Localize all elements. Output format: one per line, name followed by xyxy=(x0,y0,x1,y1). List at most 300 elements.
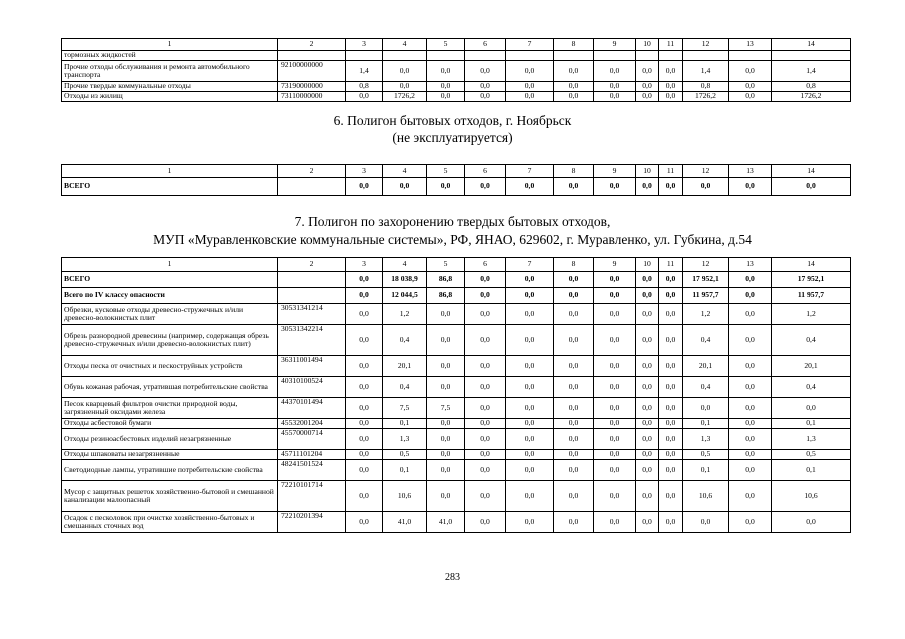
value-cell: 0,0 xyxy=(729,61,772,82)
value-cell: 0,0 xyxy=(659,481,683,512)
value-cell: 0,0 xyxy=(465,304,506,325)
value-cell: 1726,2 xyxy=(772,92,851,102)
value-cell: 1,4 xyxy=(346,61,383,82)
value-cell: 0,0 xyxy=(636,481,659,512)
value-cell: 0,0 xyxy=(506,460,554,481)
total-value: 17 952,1 xyxy=(772,272,851,288)
value-cell: 0,0 xyxy=(594,356,636,377)
value-cell: 0,0 xyxy=(506,450,554,460)
column-number: 12 xyxy=(683,165,729,178)
waste-name: Обрезки, кусковые отходы древесно-стружечных и/или древесно-волокнистых плит xyxy=(62,304,278,325)
column-number: 5 xyxy=(427,258,465,272)
column-number: 5 xyxy=(427,39,465,51)
value-cell: 0,0 xyxy=(554,356,594,377)
value-cell: 0,0 xyxy=(465,377,506,398)
column-number: 6 xyxy=(465,258,506,272)
value-cell: 0,0 xyxy=(427,377,465,398)
value-cell: 0,1 xyxy=(683,419,729,429)
total-value: 0,0 xyxy=(554,272,594,288)
waste-code: 45570000714 xyxy=(278,429,346,450)
value-cell: 0,0 xyxy=(427,61,465,82)
waste-name: Отходы шпаковаты незагрязненные xyxy=(62,450,278,460)
column-number: 12 xyxy=(683,39,729,51)
value-cell: 0,0 xyxy=(506,61,554,82)
value-cell: 0,0 xyxy=(636,325,659,356)
total-row xyxy=(62,288,851,304)
column-number: 9 xyxy=(594,165,636,178)
value-cell: 0,0 xyxy=(346,398,383,419)
value-cell: 0,0 xyxy=(346,512,383,533)
value-cell: 20,1 xyxy=(683,356,729,377)
value-cell: 0,0 xyxy=(729,512,772,533)
value-cell: 0,0 xyxy=(427,325,465,356)
column-number: 11 xyxy=(659,39,683,51)
total-value: 0,0 xyxy=(659,178,683,196)
value-cell: 1,2 xyxy=(383,304,427,325)
value-cell: 0,0 xyxy=(506,82,554,92)
empty-code xyxy=(278,272,346,288)
value-cell: 0,0 xyxy=(659,377,683,398)
table-row xyxy=(62,481,851,512)
waste-code: 45532001204 xyxy=(278,419,346,429)
section-6-title: 6. Полигон бытовых отходов, г. Ноябрьск xyxy=(333,113,572,128)
column-number: 8 xyxy=(554,165,594,178)
column-number: 10 xyxy=(636,258,659,272)
value-cell: 0,0 xyxy=(554,61,594,82)
value-cell: 0,0 xyxy=(729,356,772,377)
value-cell: 0,0 xyxy=(465,61,506,82)
column-number: 10 xyxy=(636,165,659,178)
column-number: 13 xyxy=(729,258,772,272)
total-value: 86,8 xyxy=(427,288,465,304)
total-value: 86,8 xyxy=(427,272,465,288)
column-number: 14 xyxy=(772,165,851,178)
value-cell: 0,0 xyxy=(506,325,554,356)
value-cell xyxy=(506,51,554,61)
column-number: 14 xyxy=(772,39,851,51)
waste-name: Обувь кожаная рабочая, утратившая потребительские свойства xyxy=(62,377,278,398)
value-cell: 0,0 xyxy=(427,82,465,92)
value-cell: 0,0 xyxy=(729,304,772,325)
value-cell: 0,0 xyxy=(729,481,772,512)
table-row xyxy=(62,419,851,429)
value-cell: 10,6 xyxy=(683,481,729,512)
value-cell: 0,0 xyxy=(346,325,383,356)
column-number: 9 xyxy=(594,39,636,51)
value-cell: 0,0 xyxy=(554,419,594,429)
value-cell: 0,0 xyxy=(594,92,636,102)
value-cell: 0,0 xyxy=(427,460,465,481)
value-cell: 0,1 xyxy=(772,460,851,481)
value-cell xyxy=(554,51,594,61)
total-value: 0,0 xyxy=(383,178,427,196)
total-value: 0,0 xyxy=(346,178,383,196)
total-value: 0,0 xyxy=(346,288,383,304)
total-value: 0,0 xyxy=(729,272,772,288)
value-cell: 0,0 xyxy=(506,304,554,325)
total-value: 0,0 xyxy=(729,178,772,196)
value-cell: 0,4 xyxy=(683,325,729,356)
value-cell: 0,0 xyxy=(729,92,772,102)
value-cell: 0,0 xyxy=(594,512,636,533)
value-cell xyxy=(729,51,772,61)
waste-name: Отходы резиноасбестовых изделий незагрязненные xyxy=(62,429,278,450)
column-number: 7 xyxy=(506,39,554,51)
value-cell: 10,6 xyxy=(772,481,851,512)
table-row xyxy=(62,61,851,82)
column-number: 3 xyxy=(346,165,383,178)
table-row xyxy=(62,304,851,325)
column-number: 1 xyxy=(62,39,278,51)
value-cell: 0,0 xyxy=(506,377,554,398)
value-cell xyxy=(594,51,636,61)
total-label: ВСЕГО xyxy=(62,178,278,196)
value-cell: 0,0 xyxy=(636,92,659,102)
value-cell: 0,0 xyxy=(659,450,683,460)
value-cell: 0,8 xyxy=(346,82,383,92)
value-cell: 0,0 xyxy=(729,398,772,419)
waste-name: Светодиодные лампы, утратившие потребительские свойства xyxy=(62,460,278,481)
waste-code: 44370101494 xyxy=(278,398,346,419)
value-cell: 0,0 xyxy=(465,356,506,377)
value-cell: 0,0 xyxy=(659,512,683,533)
value-cell: 0,1 xyxy=(383,419,427,429)
value-cell: 0,0 xyxy=(427,481,465,512)
value-cell xyxy=(683,51,729,61)
value-cell: 0,0 xyxy=(554,304,594,325)
total-value: 0,0 xyxy=(594,178,636,196)
value-cell: 41,0 xyxy=(427,512,465,533)
column-number: 11 xyxy=(659,165,683,178)
total-value: 0,0 xyxy=(465,288,506,304)
column-number: 13 xyxy=(729,165,772,178)
value-cell: 0,0 xyxy=(594,481,636,512)
table-row xyxy=(62,512,851,533)
value-cell: 0,0 xyxy=(383,82,427,92)
value-cell: 0,0 xyxy=(636,377,659,398)
column-number-row xyxy=(62,39,851,51)
value-cell: 0,1 xyxy=(772,419,851,429)
value-cell: 0,0 xyxy=(427,419,465,429)
value-cell: 0,0 xyxy=(659,460,683,481)
value-cell: 0,0 xyxy=(636,512,659,533)
value-cell: 10,6 xyxy=(383,481,427,512)
table-row xyxy=(62,325,851,356)
value-cell: 0,0 xyxy=(729,419,772,429)
waste-name: Песок кварцевый фильтров очистки природной воды, загрязненный оксидами железа xyxy=(62,398,278,419)
value-cell: 0,0 xyxy=(346,460,383,481)
total-value: 0,0 xyxy=(465,272,506,288)
total-value: 0,0 xyxy=(465,178,506,196)
section-6-table xyxy=(61,164,851,196)
waste-name: Отходы песка от очистных и пескоструйных устройств xyxy=(62,356,278,377)
value-cell: 0,0 xyxy=(554,82,594,92)
column-number: 1 xyxy=(62,165,278,178)
value-cell: 0,0 xyxy=(506,512,554,533)
total-value: 0,0 xyxy=(636,288,659,304)
value-cell: 0,0 xyxy=(594,377,636,398)
value-cell: 0,0 xyxy=(636,82,659,92)
waste-code: 30531342214 xyxy=(278,325,346,356)
value-cell: 0,0 xyxy=(506,481,554,512)
value-cell: 0,0 xyxy=(659,304,683,325)
waste-name: Осадок с песколовок при очистке хозяйственно-бытовых и смешанных сточных вод xyxy=(62,512,278,533)
column-number: 14 xyxy=(772,258,851,272)
waste-name: Мусор с защитных решеток хозяйственно-бытовой и смешанной канализации малоопасный xyxy=(62,481,278,512)
value-cell: 0,0 xyxy=(554,450,594,460)
column-number: 8 xyxy=(554,258,594,272)
value-cell: 0,0 xyxy=(465,82,506,92)
waste-code xyxy=(278,51,346,61)
value-cell: 0,0 xyxy=(729,325,772,356)
value-cell: 0,0 xyxy=(506,429,554,450)
total-value: 11 957,7 xyxy=(772,288,851,304)
value-cell: 0,0 xyxy=(659,356,683,377)
value-cell: 0,5 xyxy=(772,450,851,460)
value-cell: 0,0 xyxy=(506,92,554,102)
value-cell: 1,3 xyxy=(383,429,427,450)
value-cell: 0,0 xyxy=(729,377,772,398)
value-cell: 0,0 xyxy=(594,450,636,460)
value-cell: 0,0 xyxy=(594,460,636,481)
value-cell: 0,0 xyxy=(465,92,506,102)
value-cell: 7,5 xyxy=(383,398,427,419)
value-cell xyxy=(636,51,659,61)
value-cell: 0,0 xyxy=(594,82,636,92)
value-cell xyxy=(346,51,383,61)
column-number: 3 xyxy=(346,258,383,272)
waste-code: 40310100524 xyxy=(278,377,346,398)
value-cell: 0,0 xyxy=(729,450,772,460)
value-cell: 0,4 xyxy=(772,377,851,398)
value-cell: 0,0 xyxy=(636,398,659,419)
column-number: 12 xyxy=(683,258,729,272)
total-value: 0,0 xyxy=(636,178,659,196)
total-value: 0,0 xyxy=(729,288,772,304)
value-cell: 0,0 xyxy=(636,419,659,429)
column-number: 6 xyxy=(465,39,506,51)
waste-code: 36311001494 xyxy=(278,356,346,377)
value-cell: 0,0 xyxy=(659,61,683,82)
value-cell: 0,0 xyxy=(465,429,506,450)
value-cell xyxy=(427,51,465,61)
empty-code xyxy=(278,178,346,196)
waste-code: 45711101204 xyxy=(278,450,346,460)
column-number: 13 xyxy=(729,39,772,51)
value-cell: 0,0 xyxy=(594,61,636,82)
column-number: 2 xyxy=(278,258,346,272)
value-cell: 0,4 xyxy=(772,325,851,356)
column-number: 4 xyxy=(383,258,427,272)
table-row xyxy=(62,460,851,481)
column-number: 5 xyxy=(427,165,465,178)
page-number: 283 xyxy=(445,572,460,583)
waste-name: Прочие твердые коммунальные отходы xyxy=(62,82,278,92)
section-7-title-line2: МУП «Муравленковские коммунальные системы», РФ, ЯНАО, 629602, г. Муравленко, ул. Губкина, д.54 xyxy=(153,232,752,247)
value-cell: 0,4 xyxy=(383,325,427,356)
value-cell: 0,5 xyxy=(683,450,729,460)
value-cell: 0,0 xyxy=(465,481,506,512)
value-cell: 0,0 xyxy=(594,325,636,356)
value-cell: 0,4 xyxy=(383,377,427,398)
value-cell: 0,0 xyxy=(427,429,465,450)
value-cell: 0,0 xyxy=(772,398,851,419)
value-cell: 0,0 xyxy=(465,325,506,356)
value-cell: 1726,2 xyxy=(383,92,427,102)
value-cell: 0,0 xyxy=(554,325,594,356)
total-value: 0,0 xyxy=(427,178,465,196)
value-cell xyxy=(383,51,427,61)
column-number: 2 xyxy=(278,165,346,178)
value-cell: 0,0 xyxy=(659,398,683,419)
section-7-table xyxy=(61,257,851,533)
total-label: Всего по IV классу опасности xyxy=(62,288,278,304)
waste-code: 48241501524 xyxy=(278,460,346,481)
value-cell: 0,0 xyxy=(554,460,594,481)
waste-name: Прочие отходы обслуживания и ремонта автомобильного транспорта xyxy=(62,61,278,82)
value-cell: 20,1 xyxy=(772,356,851,377)
table-row xyxy=(62,82,851,92)
column-number: 1 xyxy=(62,258,278,272)
table-row xyxy=(62,377,851,398)
value-cell: 0,8 xyxy=(772,82,851,92)
value-cell: 0,0 xyxy=(554,512,594,533)
table-row xyxy=(62,356,851,377)
waste-table-continuation xyxy=(61,38,851,102)
value-cell: 0,0 xyxy=(506,419,554,429)
total-value: 0,0 xyxy=(554,288,594,304)
empty-code xyxy=(278,288,346,304)
value-cell: 0,5 xyxy=(383,450,427,460)
value-cell: 0,0 xyxy=(554,377,594,398)
column-number: 4 xyxy=(383,165,427,178)
value-cell: 1,4 xyxy=(772,61,851,82)
value-cell: 1,3 xyxy=(683,429,729,450)
waste-code: 73190000000 xyxy=(278,82,346,92)
total-label: ВСЕГО xyxy=(62,272,278,288)
total-value: 0,0 xyxy=(506,288,554,304)
total-row xyxy=(62,178,851,196)
value-cell: 0,0 xyxy=(465,450,506,460)
value-cell: 0,0 xyxy=(636,450,659,460)
value-cell: 0,0 xyxy=(683,512,729,533)
value-cell: 0,0 xyxy=(659,82,683,92)
total-value: 0,0 xyxy=(594,272,636,288)
table-row xyxy=(62,51,851,61)
total-value: 0,0 xyxy=(346,272,383,288)
column-number: 7 xyxy=(506,165,554,178)
value-cell: 0,0 xyxy=(594,419,636,429)
value-cell: 0,0 xyxy=(506,398,554,419)
value-cell: 0,0 xyxy=(729,460,772,481)
section-7-title-line1: 7. Полигон по захоронению твердых бытовых отходов, xyxy=(294,214,611,229)
value-cell: 0,0 xyxy=(659,92,683,102)
waste-code: 92100000000 xyxy=(278,61,346,82)
waste-name: Обрезь разнородной древесины (например, содержащая обрезь древесно-стружечных и/или древесно-волокнистых плит) xyxy=(62,325,278,356)
value-cell: 0,0 xyxy=(346,419,383,429)
value-cell: 0,0 xyxy=(636,356,659,377)
value-cell: 0,1 xyxy=(383,460,427,481)
value-cell: 0,0 xyxy=(554,429,594,450)
total-value: 0,0 xyxy=(772,178,851,196)
total-value: 0,0 xyxy=(554,178,594,196)
total-value: 0,0 xyxy=(506,272,554,288)
value-cell: 0,0 xyxy=(554,398,594,419)
value-cell: 0,0 xyxy=(636,61,659,82)
value-cell: 0,0 xyxy=(346,92,383,102)
value-cell: 0,0 xyxy=(772,512,851,533)
value-cell xyxy=(772,51,851,61)
value-cell xyxy=(659,51,683,61)
value-cell: 0,0 xyxy=(594,398,636,419)
value-cell: 0,0 xyxy=(427,304,465,325)
value-cell: 0,0 xyxy=(729,429,772,450)
waste-name: Отходы из жилищ xyxy=(62,92,278,102)
value-cell: 0,0 xyxy=(659,429,683,450)
total-row xyxy=(62,272,851,288)
total-value: 0,0 xyxy=(659,272,683,288)
value-cell: 1,2 xyxy=(683,304,729,325)
value-cell: 0,1 xyxy=(683,460,729,481)
value-cell: 20,1 xyxy=(383,356,427,377)
section-6-subtitle: (не эксплуатируется) xyxy=(392,130,513,145)
value-cell: 0,0 xyxy=(427,450,465,460)
value-cell: 0,0 xyxy=(594,429,636,450)
column-number: 2 xyxy=(278,39,346,51)
column-number: 10 xyxy=(636,39,659,51)
value-cell: 0,0 xyxy=(659,325,683,356)
value-cell: 0,0 xyxy=(683,398,729,419)
waste-name: Отходы асбестовой бумаги xyxy=(62,419,278,429)
total-value: 0,0 xyxy=(506,178,554,196)
total-value: 12 044,5 xyxy=(383,288,427,304)
value-cell: 0,0 xyxy=(346,429,383,450)
value-cell: 0,0 xyxy=(427,356,465,377)
value-cell: 0,0 xyxy=(636,460,659,481)
value-cell: 0,0 xyxy=(346,304,383,325)
value-cell: 41,0 xyxy=(383,512,427,533)
value-cell: 0,0 xyxy=(346,450,383,460)
column-number-row xyxy=(62,258,851,272)
value-cell: 1,3 xyxy=(772,429,851,450)
column-number-row xyxy=(62,165,851,178)
total-value: 0,0 xyxy=(594,288,636,304)
value-cell: 0,0 xyxy=(346,481,383,512)
table-row xyxy=(62,92,851,102)
value-cell: 0,0 xyxy=(554,481,594,512)
value-cell xyxy=(465,51,506,61)
column-number: 6 xyxy=(465,165,506,178)
waste-name: тормозных жидкостей xyxy=(62,51,278,61)
value-cell: 0,0 xyxy=(506,356,554,377)
value-cell: 1726,2 xyxy=(683,92,729,102)
waste-code: 30531341214 xyxy=(278,304,346,325)
value-cell: 0,0 xyxy=(346,377,383,398)
value-cell: 0,0 xyxy=(465,512,506,533)
value-cell: 1,4 xyxy=(683,61,729,82)
column-number: 8 xyxy=(554,39,594,51)
value-cell: 0,0 xyxy=(346,356,383,377)
total-value: 17 952,1 xyxy=(683,272,729,288)
table-row xyxy=(62,429,851,450)
column-number: 3 xyxy=(346,39,383,51)
waste-code: 73110000000 xyxy=(278,92,346,102)
total-value: 0,0 xyxy=(659,288,683,304)
table-row xyxy=(62,398,851,419)
value-cell: 0,0 xyxy=(554,92,594,102)
column-number: 9 xyxy=(594,258,636,272)
value-cell: 7,5 xyxy=(427,398,465,419)
